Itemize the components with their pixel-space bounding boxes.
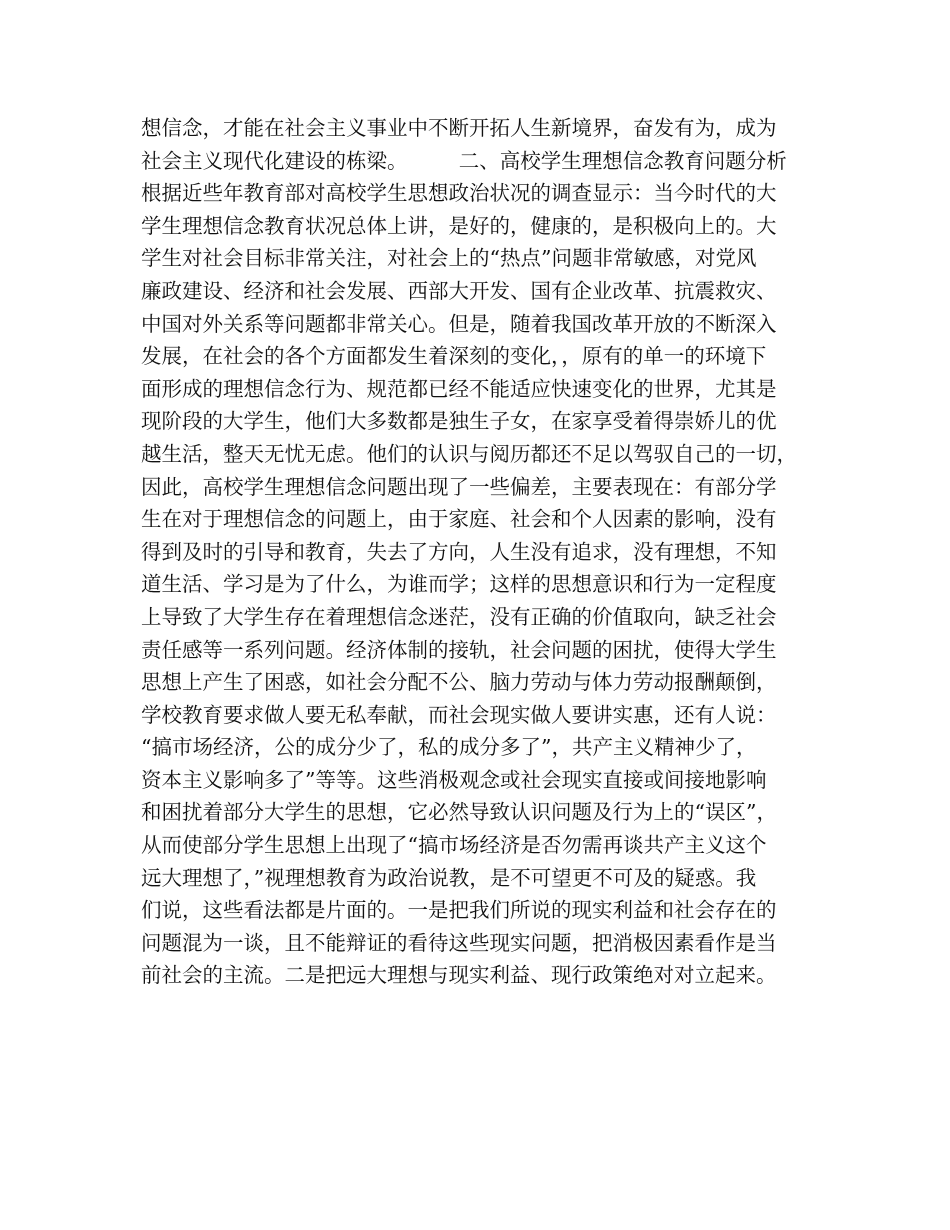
text-line: 想信念，才能在社会主义事业中不断开拓人生新境界，奋发有为，成为 (141, 116, 777, 140)
text-line: 学生理想信念教育状况总体上讲，是好的，健康的，是积极向上的。大 (141, 213, 777, 238)
text-line: 资本主义影响多了”等等。这些消极观念或社会现实直接或间接地影响 (141, 767, 767, 792)
text-line: 越生活，整天无忧无虑。他们的认识与阅历都还不足以驾驭自己的一切， (141, 441, 797, 466)
text-line: 廉政建设、经济和社会发展、西部大开发、国有企业改革、抗震救灾、 (141, 278, 777, 303)
text-line: 社会主义现代化建设的栋梁。 二、高校学生理想信念教育问题分析 (141, 148, 787, 173)
text-line: 生在对于理想信念的问题上，由于家庭、社会和个人因素的影响，没有 (141, 507, 777, 532)
text-line: 远大理想了，”视理想教育为政治说教，是不可望更不可及的疑惑。我 (141, 865, 757, 890)
text-line: “搞市场经济，公的成分少了，私的成分多了”，共产主义精神少了， (141, 735, 757, 760)
text-line: 因此，高校学生理想信念问题出现了一些偏差，主要表现在：有部分学 (141, 474, 777, 499)
text-line: 和困扰着部分大学生的思想，它必然导致认识问题及行为上的“误区”， (141, 800, 777, 825)
text-line: 上导致了大学生存在着理想信念迷茫，没有正确的价值取向，缺乏社会 (141, 604, 777, 629)
text-line: 发展，在社会的各个方面都发生着深刻的变化，，原有的单一的环境下 (141, 344, 767, 369)
text-line: 面形成的理想信念行为、规范都已经不能适应快速变化的世界，尤其是 (141, 376, 777, 401)
text-line: 问题混为一谈，且不能辩证的看待这些现实问题，把消极因素看作是当 (141, 930, 777, 955)
text-line: 前社会的主流。二是把远大理想与现实利益、现行政策绝对对立起来。 (141, 963, 777, 988)
text-line: 们说，这些看法都是片面的。一是把我们所说的现实利益和社会存在的 (141, 898, 777, 923)
text-line: 现阶段的大学生，他们大多数都是独生子女，在家享受着得崇娇儿的优 (141, 409, 777, 434)
text-line: 中国对外关系等问题都非常关心。但是，随着我国改革开放的不断深入 (141, 311, 777, 336)
text-line: 学生对社会目标非常关注，对社会上的“热点”问题非常敏感，对党风 (141, 246, 757, 271)
text-line: 思想上产生了困惑，如社会分配不公、脑力劳动与体力劳动报酬颠倒， (141, 670, 777, 695)
text-line: 道生活、学习是为了什么，为谁而学；这样的思想意识和行为一定程度 (141, 572, 777, 597)
body-text (141, 112, 821, 992)
text-line: 责任感等一系列问题。经济体制的接轨，社会问题的困扰，使得大学生 (141, 637, 777, 662)
text-line: 得到及时的引导和教育，失去了方向，人生没有追求，没有理想，不知 (141, 539, 777, 564)
text-line: 根据近些年教育部对高校学生思想政治状况的调查显示：当今时代的大 (141, 181, 777, 206)
text-line: 学校教育要求做人要无私奉献，而社会现实做人要讲实惠，还有人说： (141, 702, 777, 727)
text-line: 从而使部分学生思想上出现了“搞市场经济是否勿需再谈共产主义这个 (141, 833, 767, 858)
